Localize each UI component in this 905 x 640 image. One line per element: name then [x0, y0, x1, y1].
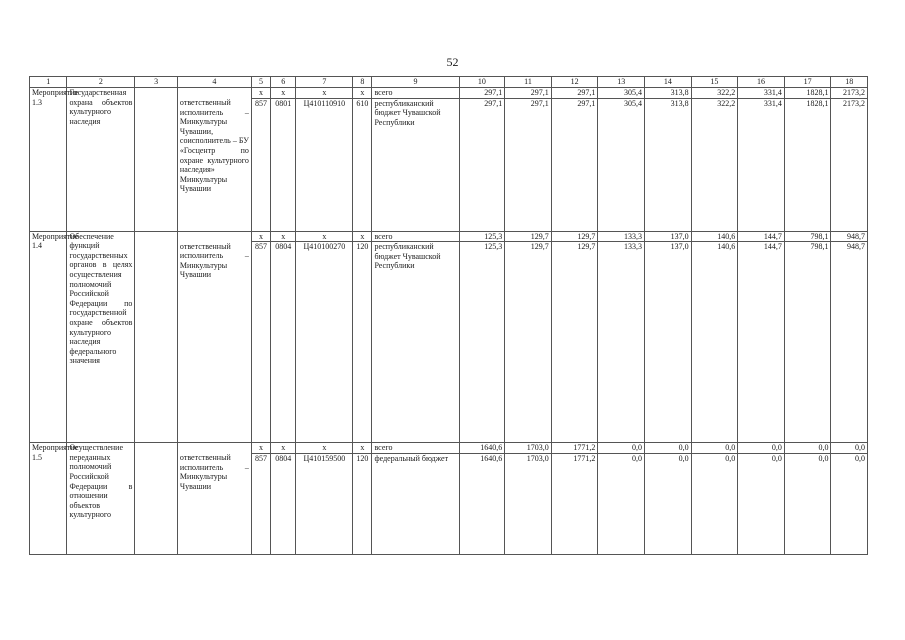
amount-cell: 125,3 — [459, 242, 505, 443]
measure-name-cell: Мероприятие 1.5 — [30, 443, 67, 555]
column-3-cell — [135, 443, 178, 555]
responsible-cell-top — [177, 443, 251, 454]
amount-cell: 798,1 — [784, 231, 831, 242]
budget-table — [29, 76, 868, 555]
section-code-cell: 0804 — [271, 453, 296, 554]
funding-source-cell: республиканский бюджет Чувашской Республики — [372, 242, 459, 443]
amount-cell: 297,1 — [459, 88, 505, 99]
amount-cell: 1703,0 — [505, 453, 552, 554]
amount-cell: 948,7 — [831, 231, 868, 242]
header-cell: 11 — [505, 77, 552, 88]
responsible-cell-top — [177, 88, 251, 99]
amount-cell: 305,4 — [598, 98, 645, 231]
amount-cell: 129,7 — [551, 231, 598, 242]
amount-cell: 1771,2 — [551, 443, 598, 454]
amount-cell: 129,7 — [551, 242, 598, 443]
expense-type-cell: x — [353, 231, 372, 242]
amount-cell: 0,0 — [831, 443, 868, 454]
section-code-cell: x — [271, 443, 296, 454]
amount-cell: 0,0 — [738, 453, 785, 554]
measure-name-cell: Мероприятие 1.4 — [30, 231, 67, 443]
header-cell: 15 — [691, 77, 738, 88]
amount-cell: 297,1 — [551, 88, 598, 99]
amount-cell: 0,0 — [831, 453, 868, 554]
header-cell: 5 — [251, 77, 270, 88]
header-cell: 9 — [372, 77, 459, 88]
expense-type-cell: 120 — [353, 453, 372, 554]
target-article-cell: x — [296, 443, 353, 454]
target-article-cell: x — [296, 231, 353, 242]
section-code-cell: 0801 — [271, 98, 296, 231]
target-article-cell: Ц410159500 — [296, 453, 353, 554]
amount-cell: 129,7 — [505, 231, 552, 242]
table-row — [30, 443, 868, 454]
target-article-cell: Ц410100270 — [296, 242, 353, 443]
amount-cell: 1828,1 — [784, 98, 831, 231]
amount-cell: 137,0 — [645, 231, 692, 242]
amount-cell: 297,1 — [505, 98, 552, 231]
amount-cell: 129,7 — [505, 242, 552, 443]
header-cell: 2 — [67, 77, 135, 88]
expense-type-cell: 120 — [353, 242, 372, 443]
amount-cell: 0,0 — [645, 443, 692, 454]
amount-cell: 0,0 — [691, 443, 738, 454]
responsible-cell-top — [177, 231, 251, 242]
table-row — [30, 88, 868, 99]
expense-type-cell: 610 — [353, 98, 372, 231]
header-cell: 3 — [135, 77, 178, 88]
amount-cell: 133,3 — [598, 242, 645, 443]
amount-cell: 331,4 — [738, 98, 785, 231]
amount-cell: 1640,6 — [459, 443, 505, 454]
code-cell: x — [251, 88, 270, 99]
header-cell: 14 — [645, 77, 692, 88]
header-cell: 18 — [831, 77, 868, 88]
measure-description-cell: Государственная охрана объектов культурного наследия — [67, 88, 135, 232]
header-cell: 17 — [784, 77, 831, 88]
code-cell: 857 — [251, 242, 270, 443]
amount-cell: 313,8 — [645, 98, 692, 231]
code-cell: x — [251, 231, 270, 242]
amount-cell: 140,6 — [691, 242, 738, 443]
amount-cell: 137,0 — [645, 242, 692, 443]
responsible-executor-cell: ответственный исполнитель – Минкультуры Чувашии — [177, 453, 251, 554]
column-3-cell — [135, 88, 178, 232]
amount-cell: 0,0 — [691, 453, 738, 554]
amount-cell: 125,3 — [459, 231, 505, 242]
amount-cell: 331,4 — [738, 88, 785, 99]
amount-cell: 1828,1 — [784, 88, 831, 99]
funding-source-cell: всего — [372, 231, 459, 242]
header-cell: 10 — [459, 77, 505, 88]
amount-cell: 297,1 — [459, 98, 505, 231]
funding-source-cell: республиканский бюджет Чувашской Республики — [372, 98, 459, 231]
amount-cell: 297,1 — [505, 88, 552, 99]
amount-cell: 133,3 — [598, 231, 645, 242]
amount-cell: 322,2 — [691, 98, 738, 231]
header-cell: 6 — [271, 77, 296, 88]
funding-source-cell: всего — [372, 88, 459, 99]
code-cell: 857 — [251, 98, 270, 231]
table-row — [30, 231, 868, 242]
target-article-cell: x — [296, 88, 353, 99]
amount-cell: 1771,2 — [551, 453, 598, 554]
amount-cell: 0,0 — [784, 443, 831, 454]
amount-cell: 305,4 — [598, 88, 645, 99]
section-code-cell: 0804 — [271, 242, 296, 443]
amount-cell: 0,0 — [598, 443, 645, 454]
amount-cell: 297,1 — [551, 98, 598, 231]
amount-cell: 2173,2 — [831, 88, 868, 99]
header-cell: 4 — [177, 77, 251, 88]
measure-description-cell: Осуществление переданных полномочий Российской Федерации в отношении объектов культурного — [67, 443, 135, 555]
code-cell: 857 — [251, 453, 270, 554]
amount-cell: 0,0 — [598, 453, 645, 554]
section-code-cell: x — [271, 231, 296, 242]
amount-cell: 2173,2 — [831, 98, 868, 231]
amount-cell: 948,7 — [831, 242, 868, 443]
target-article-cell: Ц410110910 — [296, 98, 353, 231]
expense-type-cell: x — [353, 443, 372, 454]
amount-cell: 0,0 — [738, 443, 785, 454]
amount-cell: 322,2 — [691, 88, 738, 99]
header-cell: 16 — [738, 77, 785, 88]
amount-cell: 798,1 — [784, 242, 831, 443]
measure-description-cell: Обеспечение функций государственных органов в целях осуществления полномочий Российской Федерации по государственной охране объектов культурного наследия федерального значения — [67, 231, 135, 443]
responsible-executor-cell: ответственный исполнитель – Минкультуры Чувашии, соисполнитель – БУ «Госцентр по охране культурного наследия» Минкультуры Чувашии — [177, 98, 251, 231]
header-cell: 1 — [30, 77, 67, 88]
amount-cell: 140,6 — [691, 231, 738, 242]
expense-type-cell: x — [353, 88, 372, 99]
funding-source-cell: всего — [372, 443, 459, 454]
amount-cell: 0,0 — [645, 453, 692, 554]
header-cell: 8 — [353, 77, 372, 88]
code-cell: x — [251, 443, 270, 454]
table-header-row — [30, 77, 868, 88]
amount-cell: 1640,6 — [459, 453, 505, 554]
amount-cell: 144,7 — [738, 231, 785, 242]
measure-name-cell: Мероприятие 1.3 — [30, 88, 67, 232]
amount-cell: 0,0 — [784, 453, 831, 554]
amount-cell: 1703,0 — [505, 443, 552, 454]
column-3-cell — [135, 231, 178, 443]
responsible-executor-cell: ответственный исполнитель – Минкультуры Чувашии — [177, 242, 251, 443]
header-cell: 12 — [551, 77, 598, 88]
header-cell: 13 — [598, 77, 645, 88]
amount-cell: 144,7 — [738, 242, 785, 443]
section-code-cell: x — [271, 88, 296, 99]
funding-source-cell: федеральный бюджет — [372, 453, 459, 554]
page-number: 52 — [446, 55, 459, 69]
amount-cell: 313,8 — [645, 88, 692, 99]
header-cell: 7 — [296, 77, 353, 88]
